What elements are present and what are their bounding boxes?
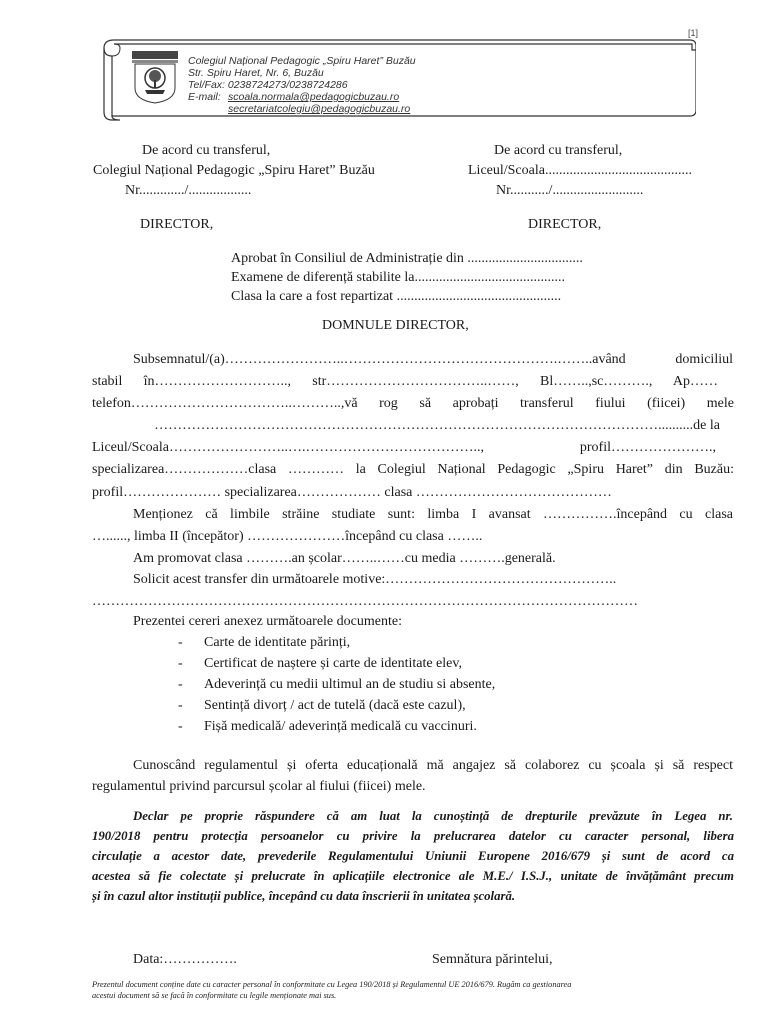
email-link-2[interactable]: secretariatcolegiu@pedagogicbuzau.ro bbox=[228, 103, 411, 115]
left-institution: Colegiul Național Pedagogic „Spiru Haret” Buzău bbox=[93, 163, 375, 178]
school-phone: Tel/Fax: 0238724273/0238724286 bbox=[188, 79, 348, 91]
right-registration-number[interactable]: Nr.........../.......................... bbox=[496, 183, 644, 198]
declaration-line-4: acestea să fie colectate și prelucrate în aplicațiile electronice ale M.E./ I.S.J., unitate de învățământ precum bbox=[92, 869, 734, 883]
document-item: - Adeverință cu medii ultimul an de studiu si absente, bbox=[178, 677, 496, 692]
approval-exams-line[interactable]: Examene de diferență stabilite la........................................... bbox=[231, 270, 565, 285]
body-line-9[interactable]: …......, limba II (începător) …………………începând cu clasa …….. bbox=[92, 529, 483, 544]
school-name: Colegiul Național Pedagogic „Spiru Haret” Buzău bbox=[188, 55, 416, 67]
body-line-12[interactable]: ……………………………………………………………………………………………………… bbox=[92, 594, 638, 609]
approval-class-line[interactable]: Clasa la care a fost repartizat ............................................... bbox=[231, 289, 562, 304]
declaration-line-3: circulație a acestor date, prevederile Regulamentului Uniunii Europene 2016/679 și sunt de acord ca bbox=[92, 849, 734, 863]
body-line-2[interactable]: stabil în……………………….., str……………………………..……, Bl……..,sc………., Ap…… bbox=[92, 374, 718, 389]
right-agree-label: De acord cu transferul, bbox=[494, 143, 623, 158]
body-line-11[interactable]: Solicit acest transfer din următoarele motive:………………………………………….. bbox=[133, 572, 617, 587]
document-item: - Carte de identitate părinți, bbox=[178, 635, 351, 650]
body-line-3[interactable]: telefon……………………………..………..,vă rog să aprobați transferul fiului (fiicei) mele bbox=[92, 396, 734, 411]
right-institution-field[interactable]: Liceul/Scoala.......................................... bbox=[468, 163, 692, 178]
document-item: - Fișă medicală/ adeverință medicală cu vaccinuri. bbox=[178, 719, 477, 734]
declaration-line-1: Declar pe proprie răspundere că am luat la cunoștință de drepturile prevăzute în Legea nr. bbox=[133, 809, 733, 823]
commitment-line-1: Cunoscând regulamentul și oferta educațională mă angajez să colaborez cu școala și să respect bbox=[133, 758, 733, 773]
approval-board-line[interactable]: Aprobat în Consiliul de Administrație din ................................. bbox=[231, 251, 583, 266]
document-item: - Certificat de naștere și carte de identitate elev, bbox=[178, 656, 462, 671]
salutation: DOMNULE DIRECTOR, bbox=[322, 318, 469, 333]
email-link-1[interactable]: scoala.normala@pedagogicbuzau.ro bbox=[228, 91, 400, 103]
left-registration-number[interactable]: Nr............./.................. bbox=[125, 183, 252, 198]
footer-note-line-1: Prezentul document conține date cu caracter personal în conformitate cu Legea 190/2018 și Regulamentul UE 2016/679. Rugăm ca gestionarea bbox=[92, 980, 572, 989]
left-director-label: DIRECTOR, bbox=[140, 217, 214, 232]
footer-note-line-2: acestui document să se facă în conformitate cu legile menționate mai sus. bbox=[92, 991, 337, 1000]
body-line-1[interactable]: Subsemnatul/(a)……………………..……………………………………….……..având domiciliul bbox=[133, 352, 733, 367]
email-label: E-mail: bbox=[188, 91, 221, 103]
body-line-6[interactable]: specializarea………………clasa ………… la Colegiul Național Pedagogic „Spiru Haret” din Buzău: bbox=[92, 462, 734, 477]
commitment-line-2: regulamentul privind parcursul școlar al fiului (fiicei) mele. bbox=[92, 779, 426, 794]
right-director-label: DIRECTOR, bbox=[528, 217, 602, 232]
documents-intro: Prezentei cereri anexez următoarele documente: bbox=[133, 614, 402, 629]
body-line-5[interactable]: Liceul/Scoala……………………..….……………………………….., profil…………………., bbox=[92, 440, 716, 455]
school-address: Str. Spiru Haret, Nr. 6, Buzău bbox=[188, 67, 324, 79]
body-line-8[interactable]: Menționez că limbile străine studiate sunt: limba I avansat …………….începând cu clasa bbox=[133, 507, 733, 522]
body-line-4[interactable]: ………………………………………………………………………………………………..........de la bbox=[154, 418, 720, 433]
date-field[interactable]: Data:……………. bbox=[133, 952, 237, 967]
declaration-line-2: 190/2018 pentru protecția persoanelor cu privire la prelucrarea datelor cu caracter personal, libera bbox=[92, 829, 734, 843]
body-line-10[interactable]: Am promovat clasa ……….an școlar……..……cu media ……….generală. bbox=[133, 551, 556, 566]
declaration-line-5: și în cazul altor instituții publice, începând cu data înscrierii în unitatea școlară. bbox=[92, 889, 516, 903]
left-agree-label: De acord cu transferul, bbox=[142, 143, 271, 158]
body-line-7[interactable]: profil………………… specializarea……………… clasa …………………………………… bbox=[92, 485, 612, 500]
document-item: - Sentință divorț / act de tutelă (dacă este cazul), bbox=[178, 698, 466, 713]
parent-signature-label[interactable]: Semnătura părintelui, bbox=[432, 952, 553, 967]
page-marker: [1] bbox=[688, 28, 699, 38]
school-crest-logo bbox=[131, 50, 179, 104]
